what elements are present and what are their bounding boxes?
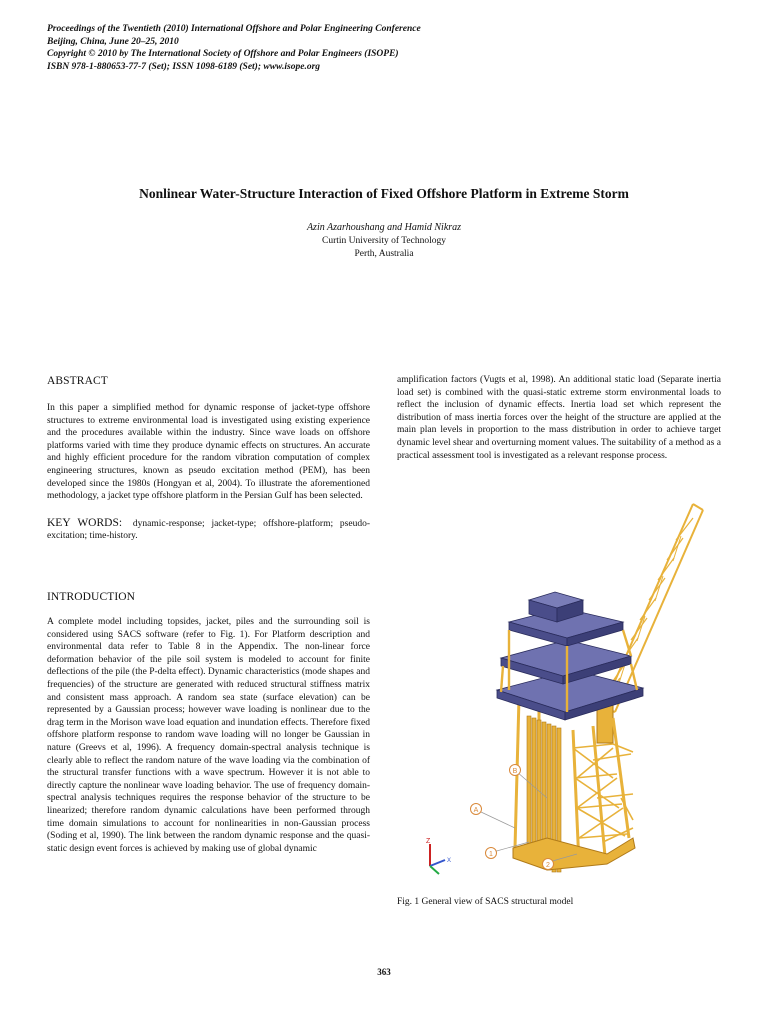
right-column-text <box>397 374 721 462</box>
marker-b <box>510 765 521 776</box>
abstract-section <box>47 374 370 543</box>
abstract-heading: ABSTRACT <box>47 375 108 387</box>
introduction-heading: INTRODUCTION <box>47 591 136 603</box>
svg-text:1: 1 <box>489 851 493 858</box>
axis-triad <box>426 838 451 874</box>
introduction-section <box>47 590 370 855</box>
header-isbn: ISBN 978-1-880653-77-7 (Set); ISSN 1098-6189 (Set); www.isope.org <box>47 61 321 72</box>
figure-caption: Fig. 1 General view of SACS structural model <box>397 897 574 907</box>
page-number: 363 <box>377 967 391 977</box>
right-column-body: amplification factors (Vugts et al, 1998). An additional static load (Separate inertia load set) is combined with the quasi-static extreme storm environmental loads to reflect the inclusion of dynamic effects. Inertia load set which represent the distribution of mass inertia forces over the height of the structure are applied at the main plan levels in proportion to the mass distribution in order to achieve target dynamic level shear and overturning moment values. The suitability of a method as a practical assessment tool is investigated as a relevant response process. <box>397 375 721 461</box>
paper-title: Nonlinear Water-Structure Interaction of Fixed Offshore Platform in Extreme Storm <box>139 186 629 201</box>
marker-a <box>471 804 482 815</box>
sacs-model-figure <box>397 498 727 888</box>
header-copyright: Copyright © 2010 by The International Society of Offshore and Polar Engineers (ISOPE) <box>47 49 399 59</box>
svg-text:X: X <box>447 858 452 864</box>
marker-1 <box>486 848 497 859</box>
mudline-base <box>513 838 635 870</box>
keywords-block <box>47 517 370 543</box>
keywords-label: KEY WORDS: <box>47 516 123 529</box>
platform-illustration <box>397 498 727 888</box>
keywords-text: dynamic-response; jacket-type; offshore-platform; pseudo-excitation; time-history. <box>47 518 370 542</box>
topside-decks <box>497 592 643 720</box>
marker-2 <box>543 859 554 870</box>
abstract-body: In this paper a simplified method for dynamic response of jacket-type offshore structures to extreme environmental load is investigated using existing experience and the procedures available within the industry. Since wave loads on offshore platforms varied with time they produce dynamic effects on structures. An accurate and highly efficient procedure for the random vibration computation of complex engineering structures, known as pseudo excitation method (PEM), has been developed since the 1980s (Hongyan et al, 2004). To illustrate the aforementioned methodology, a jacket type offshore platform in the Persian Gulf has been selected. <box>47 403 370 502</box>
header-location: Beijing, China, June 20–25, 2010 <box>47 36 179 47</box>
svg-text:Z: Z <box>426 838 431 845</box>
affiliation-university: Curtin University of Technology <box>322 236 446 246</box>
svg-text:A: A <box>473 807 479 814</box>
introduction-body: A complete model including topsides, jacket, piles and the surrounding soil is considered using SACS software (refer to Fig. 1). For Platform description and environmental data refer to Table 8 in the Appendix. The non-linear force deformation behavior of the pile soil system is modeled to account for finite deflections of the pile (the P-delta effect). Dynamic characteristics (mode shapes and frequencies) of the structure are generated with reduced structural stiffness matrix and consistent mass approach. A random sea state (surface elevation) can be represented by a Gaussian process; however wave loading is nonlinear due to the drag term in the Morison wave load equation and inundation effects. Therefore fixed offshore platform response to random wave loading will no longer be Gaussian in nature (Greevs et al, 1996). A frequency domain-spectral analysis technique is clearly able to reflect the random nature of the wave loading via the combination of the structural transfer functions with a wave spectrum. However it is not able to directly capture the nonlinear wave loading behavior. The use of frequency domain-spectral analysis techniques requires the response behavior of the structure to be linearized; therefore random dynamic calculations have been performed through time domain simulations to account for nonlinearities in non-Gaussian process (Soding et al, 1990). The link between the random dynamic response and the quasi-static design event forces is achieved by making use of global dynamic <box>47 617 370 854</box>
proceedings-header <box>47 23 727 73</box>
svg-text:B: B <box>512 768 518 775</box>
svg-text:2: 2 <box>546 862 550 869</box>
crane-boom <box>603 504 703 712</box>
affiliation-location: Perth, Australia <box>354 249 414 259</box>
header-conference: Proceedings of the Twentieth (2010) International Offshore and Polar Engineering Conference <box>47 24 421 34</box>
paper-authors: Azin Azarhoushang and Hamid Nikraz <box>306 222 462 233</box>
